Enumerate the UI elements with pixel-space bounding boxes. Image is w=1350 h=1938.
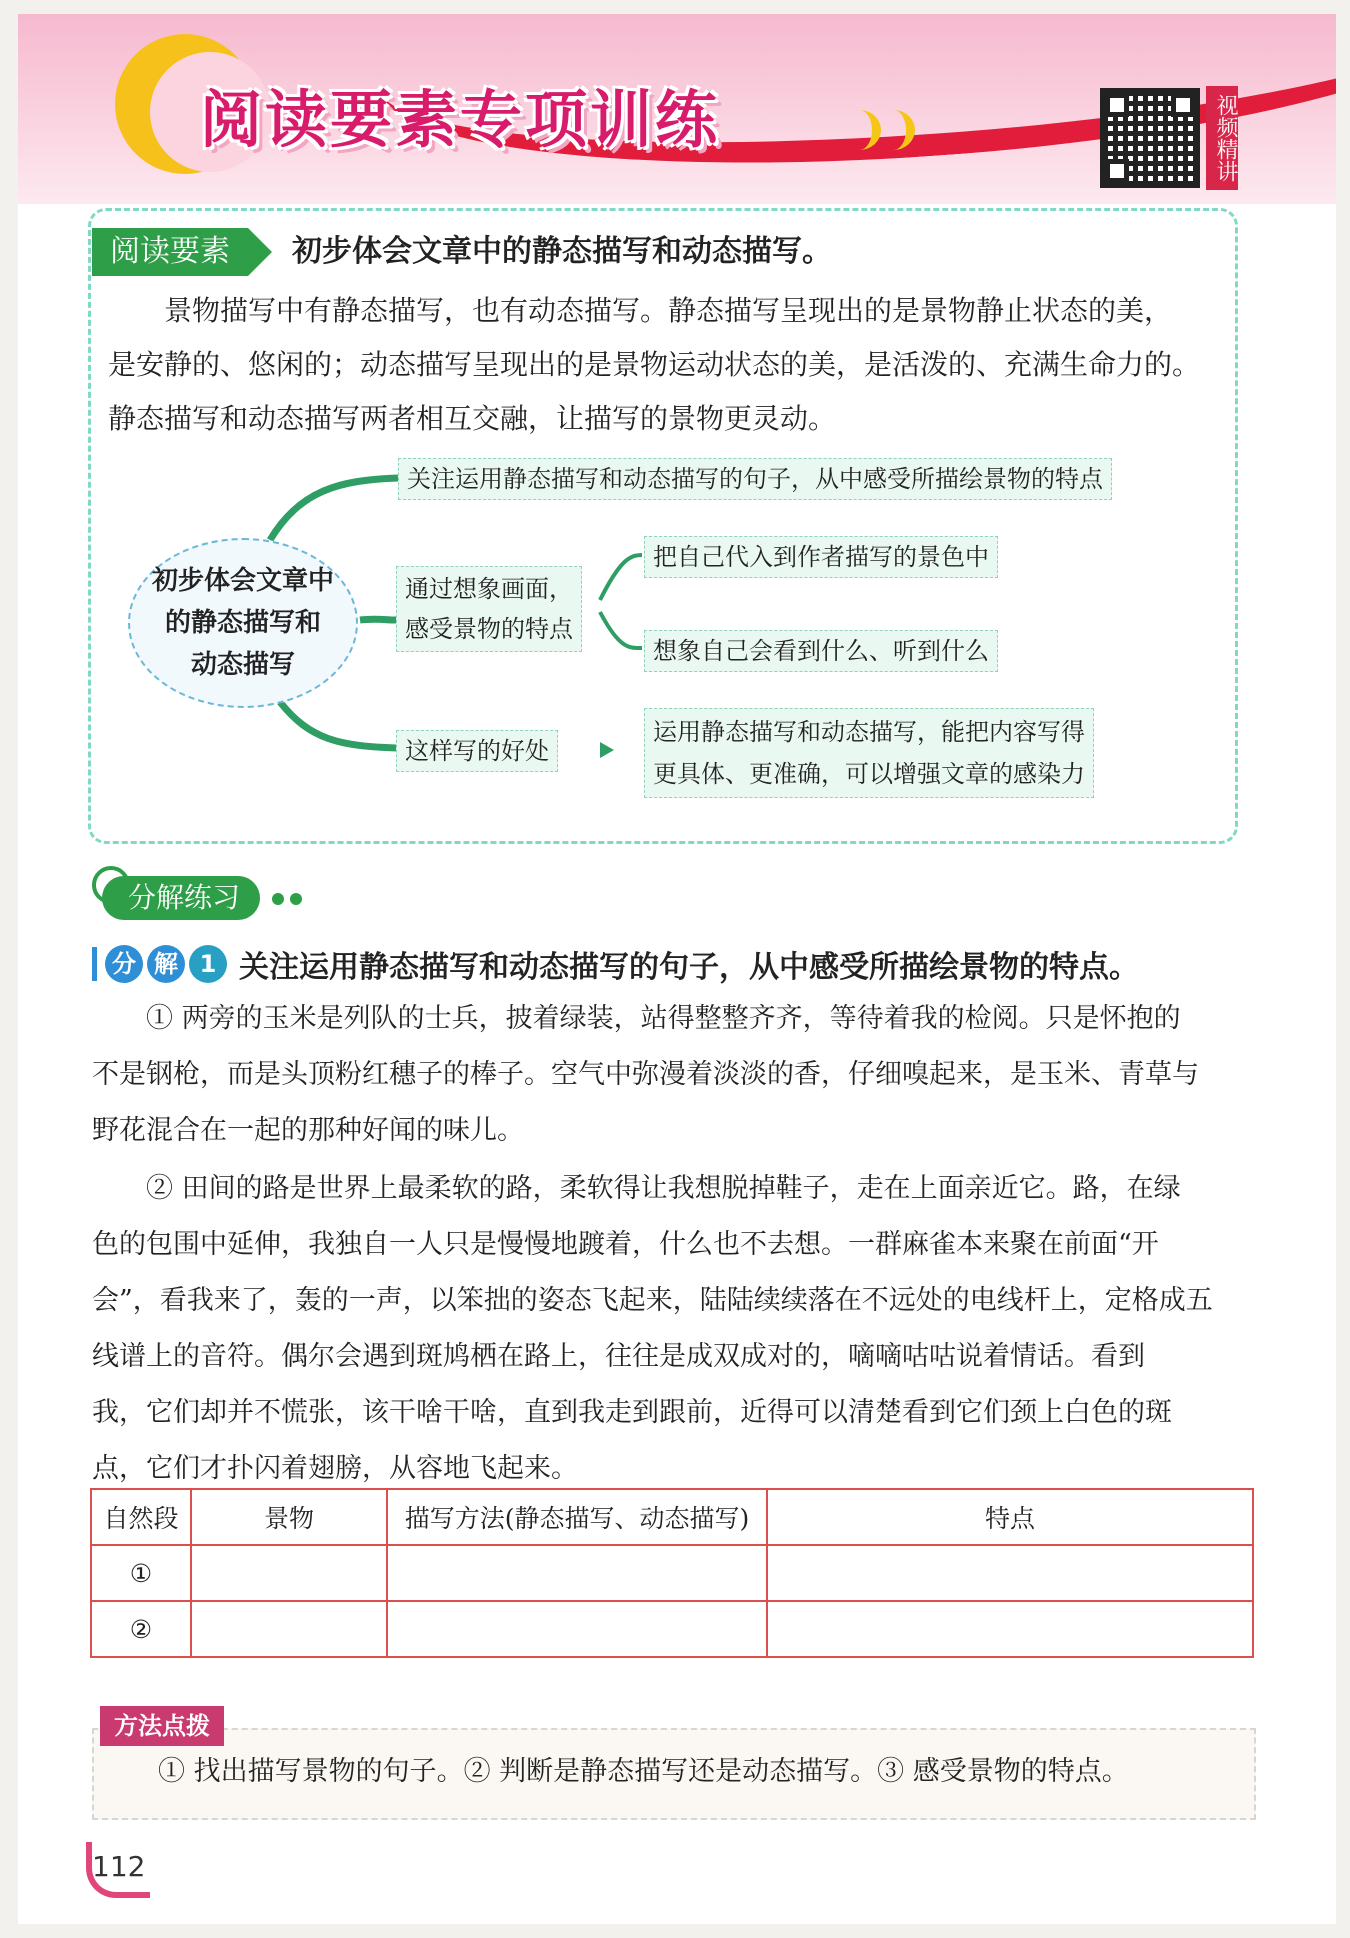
passage-line: ① 两旁的玉米是列队的士兵，披着绿装，站得整整齐齐，等待着我的检阅。只是怀抱的 xyxy=(146,1003,1181,1034)
page-number: 112 xyxy=(92,1850,146,1883)
answer-cell[interactable] xyxy=(387,1601,767,1657)
mindmap-center xyxy=(128,538,358,708)
table-header: 景物 xyxy=(191,1489,387,1545)
dots-decoration xyxy=(272,890,308,909)
mindmap-branch-2a: 把自己代入到作者描写的景色中 xyxy=(644,536,998,578)
passage-paragraph-2 xyxy=(92,1162,1252,1496)
answer-cell[interactable] xyxy=(767,1601,1253,1657)
mindmap-branch-1: 关注运用静态描写和动态描写的句子，从中感受所描绘景物的特点 xyxy=(398,458,1112,500)
mindmap-branch-2 xyxy=(396,566,582,652)
table-header: 描写方法(静态描写、动态描写) xyxy=(387,1489,767,1545)
passage-line: 色的包围中延伸，我独自一人只是慢慢地踱着，什么也不去想。一群麻雀本来聚在前面“开 xyxy=(92,1229,1159,1260)
passage-line: 点，它们才扑闪着翅膀，从容地飞起来。 xyxy=(92,1453,578,1484)
branch-3-line: 更具体、更准确，可以增强文章的感染力 xyxy=(653,760,1085,788)
table-header-row xyxy=(91,1489,1253,1545)
qr-label: 视频精讲 xyxy=(1206,86,1238,190)
answer-cell[interactable] xyxy=(767,1545,1253,1601)
practice-tag: 分解练习 xyxy=(102,876,260,920)
passage-line: 我，它们却并不慌张，该干啥干啥，直到我走到跟前，近得可以清楚看到它们颈上白色的斑 xyxy=(92,1397,1172,1428)
answer-table xyxy=(90,1488,1254,1658)
table-header: 特点 xyxy=(767,1489,1253,1545)
reading-element-requirement: 初步体会文章中的静态描写和动态描写。 xyxy=(292,234,832,269)
branch-3-line: 运用静态描写和动态描写，能把内容写得 xyxy=(653,718,1085,746)
passage-line: 线谱上的音符。偶尔会遇到斑鸠栖在路上，往往是成双成对的，嘀嘀咕咕说着情话。看到 xyxy=(92,1341,1145,1372)
answer-cell[interactable] xyxy=(387,1545,767,1601)
mindmap-branch-3: 这样写的好处 xyxy=(396,730,558,772)
passage-line: 不是钢枪，而是头顶粉红穗子的棒子。空气中弥漫着淡淡的香，仔细嗅起来，是玉米、青草与 xyxy=(92,1059,1199,1090)
method-tag: 方法点拨 xyxy=(100,1706,224,1746)
reading-element-tag: 阅读要素 xyxy=(92,228,248,276)
intro-line: 静态描写和动态描写两者相互交融，让描写的景物更灵动。 xyxy=(108,402,837,435)
question-title xyxy=(92,942,1139,986)
intro-line: 景物描写中有静态描写，也有动态描写。静态描写呈现出的是景物静止状态的美， xyxy=(164,294,1173,327)
table-row xyxy=(91,1601,1253,1657)
passage-line: 会”，看我来了，轰的一声，以笨拙的姿态飞起来，陆陆续续落在不远处的电线杆上，定格成五 xyxy=(92,1285,1213,1316)
question-text: 关注运用静态描写和动态描写的句子，从中感受所描绘景物的特点。 xyxy=(239,950,1139,985)
question-char: 解 xyxy=(147,945,185,983)
passage-line: 野花混合在一起的那种好闻的味儿。 xyxy=(92,1115,524,1146)
banner-title: 阅读要素专项训练 xyxy=(200,83,721,156)
title-bar xyxy=(92,947,97,981)
method-text: ① 找出描写景物的句子。② 判断是静态描写还是动态描写。③ 感受景物的特点。 xyxy=(158,1756,1129,1787)
question-char: 分 xyxy=(105,945,143,983)
answer-cell[interactable] xyxy=(191,1545,387,1601)
passage-paragraph-1 xyxy=(92,992,1252,1158)
branch-2-line: 感受景物的特点 xyxy=(405,615,573,643)
passage-line: ② 田间的路是世界上最柔软的路，柔软得让我想脱掉鞋子，走在上面亲近它。路，在绿 xyxy=(146,1173,1181,1204)
passage xyxy=(92,992,1252,1498)
center-line: 初步体会文章中 xyxy=(151,566,334,596)
row-label: ① xyxy=(91,1545,191,1601)
center-line: 动态描写 xyxy=(190,650,295,680)
table-row xyxy=(91,1545,1253,1601)
table-header: 自然段 xyxy=(91,1489,191,1545)
answer-cell[interactable] xyxy=(191,1601,387,1657)
center-line: 的静态描写和 xyxy=(164,608,321,638)
branch-2-line: 通过想象画面， xyxy=(405,575,573,603)
intro-line: 是安静的、悠闲的；动态描写呈现出的是景物运动状态的美，是活泼的、充满生命力的。 xyxy=(108,348,1201,381)
row-label: ② xyxy=(91,1601,191,1657)
question-number: 1 xyxy=(189,945,227,983)
mindmap-branch-3-result xyxy=(644,708,1094,798)
mindmap-branch-2b: 想象自己会看到什么、听到什么 xyxy=(644,630,998,672)
